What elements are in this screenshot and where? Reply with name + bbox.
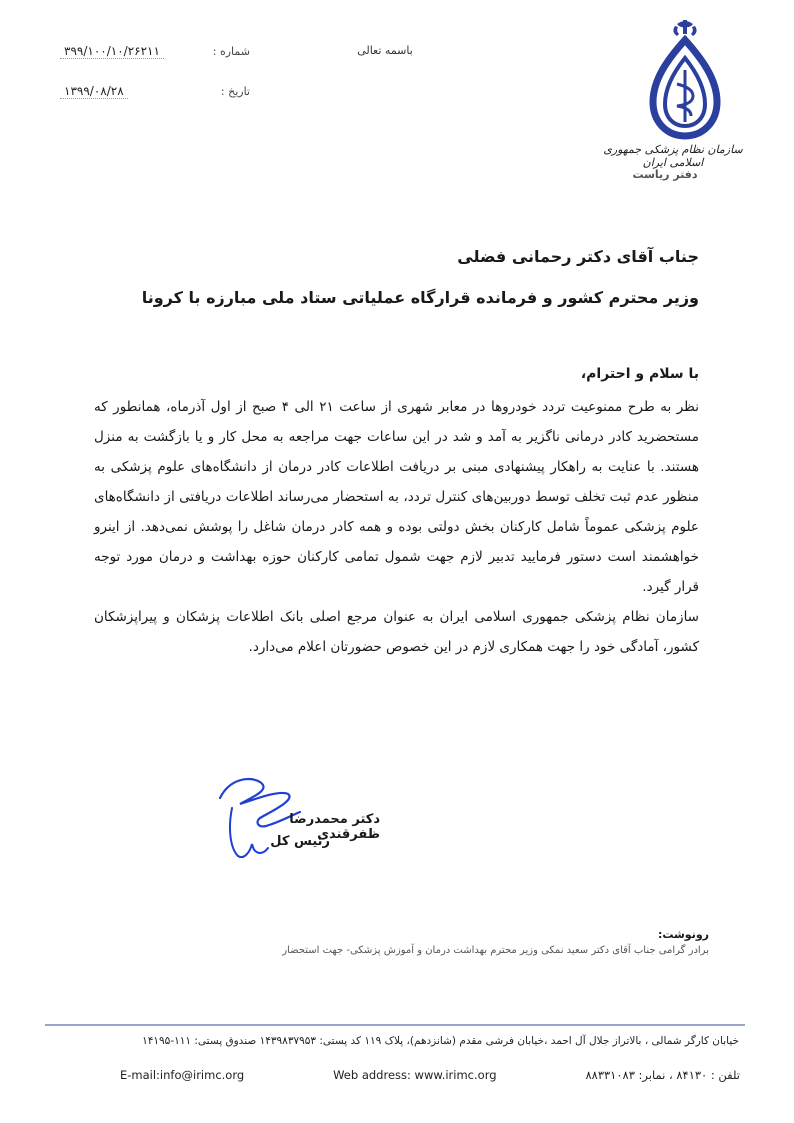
number-label: شماره : [212, 45, 250, 58]
cc-title: رونوشت: [657, 928, 709, 941]
date-label: تاریخ : [220, 85, 250, 98]
footer-web: Web address: www.irimc.org [333, 1068, 497, 1082]
office-name: دفتر ریاست [632, 168, 698, 181]
bismillah: باسمه تعالی [357, 44, 413, 57]
footer-address: خیابان کارگر شمالی ، بالاتراز جلال آل احمد ،خیابان فرشی مقدم (شانزدهم)، پلاک ۱۱۹ کد پستی: ۱۴۳۹۸۳۷۹۵۳ صندوق پستی: ۱۱۱-۱۴۱۹۵ [142, 1035, 739, 1047]
date-value: ۱۳۹۹/۰۸/۲۸ [60, 84, 128, 99]
footer-phone: تلفن : ۸۴۱۳۰ ، نمابر: ۸۸۳۳۱۰۸۳ [585, 1068, 740, 1082]
number-value: ۳۹۹/۱۰۰/۱۰/۲۶۲۱۱ [60, 44, 164, 59]
recipient-title: وزیر محترم کشور و فرمانده قرارگاه عملیاتی ستاد ملی مبارزه با کرونا [141, 288, 699, 307]
body-paragraph-2: سازمان نظام پزشکی جمهوری اسلامی ایران به عنوان مرجع اصلی بانک اطلاعات پزشکان و پیراپزشکان کشور، آمادگی خود را جهت همکاری لازم در این خصوص حضورتان اعلام می‌دارد. [94, 609, 699, 655]
organization-name: سازمان نظام پزشکی جمهوری اسلامی ایران [603, 143, 743, 169]
signer-name: دکتر محمدرضا ظفرقندی [289, 812, 380, 842]
footer-divider [45, 1024, 745, 1026]
greeting: با سلام و احترام، [580, 366, 699, 382]
cc-text: برادر گرامی جناب آقای دکتر سعید نمکی وزیر محترم بهداشت درمان و آموزش پزشکی- جهت استحضار [282, 945, 709, 956]
letter-number [60, 44, 250, 59]
footer-contact [120, 1068, 740, 1082]
signer-title: رئیس کل [270, 834, 330, 849]
body-paragraph-1: نظر به طرح ممنوعیت تردد خودروها در معابر شهری از ساعت ۲۱ الی ۴ صبح از اول آذرماه، همانطور که مستحضرید کادر درمانی ناگزیر به آمد و شد در این ساعات جهت مراجعه به محل کار و یا بازگشت به منزل هستند. با عنایت به راهکار پیشنهادی مبنی بر دریافت اطلاعات کادر درمان از دانشگاه‌های علوم پزشکی به منظور عدم ثبت تخلف توسط دوربین‌های کنترل تردد، به استحضار می‌رساند اطلاعات دریافتی از دانشگاه‌های علوم پزشکی عموماً شامل کارکنان بخش دولتی بوده و همه کادر درمان شاغل را پوشش نمی‌دهد. از اینرو خواهشمند است دستور فرمایید تدبیر لازم جهت شمول تمامی کارکنان حوزه بهداشت و درمان مورد توجه قرار گیرد. [94, 399, 700, 595]
irimc-logo-icon [645, 18, 725, 143]
footer-email: E-mail:info@irimc.org [120, 1068, 245, 1082]
recipient-name: جناب آقای دکتر رحمانی فضلی [457, 247, 699, 266]
letter-date [60, 84, 250, 99]
letter-body [94, 392, 699, 662]
